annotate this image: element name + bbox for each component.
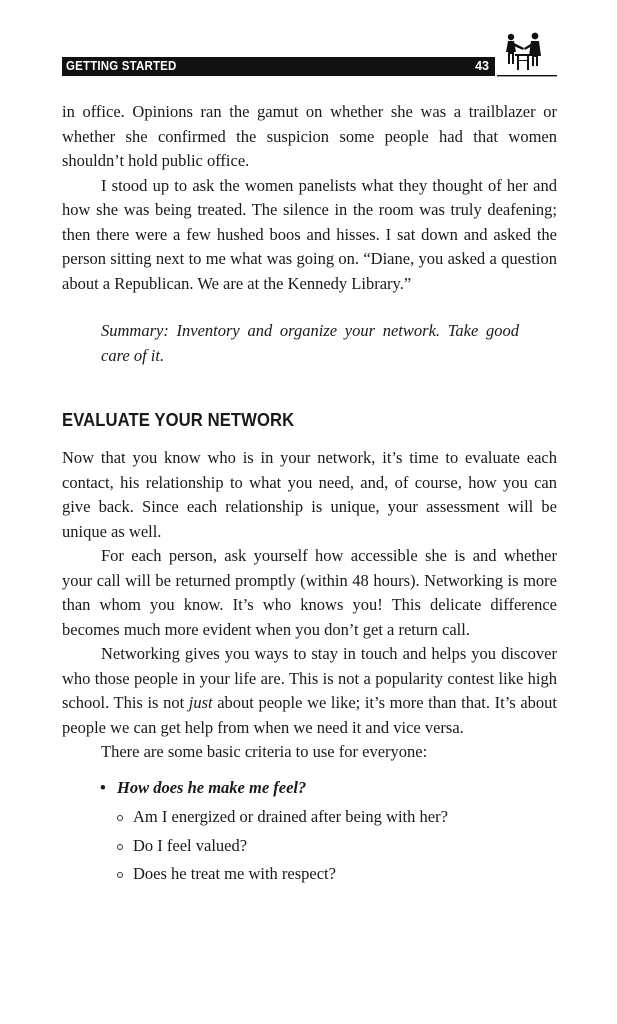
paragraph-anecdote: I stood up to ask the women panelists what they thought of her and how she was being treated. The silence in the room was truly deafening; then there were a few hushed boos and hisses. I sat down and asked the person sitting next to me what was going on. “Diane, you asked a question about a Republican. We are at the Kennedy Library.” [62,175,557,293]
paragraph-networking-text-1: Networking gives you ways to stay in touch and helps you discover who those people in your life are. This is not a popularity contest like high school. This is not [62,644,557,712]
list-item [100,776,557,889]
section-title: GETTING STARTED [66,59,177,73]
sub-list-item: Does he treat me with respect? [117,860,557,889]
summary-callout: Summary: Inventory and organize your network. Take good care of it. [101,321,519,365]
paragraph-evaluate-intro: Now that you know who is in your network, it’s time to evaluate each contact, his relationship to what you need, and, of course, how you can give back. Since each relationship is unique, your assessment will be unique as well. [62,448,557,541]
paragraph-networking-text-2: about people we like; it’s more than that. It’s about people we can get help from when we need it and vice versa. [62,693,557,737]
paragraph-continued: in office. Opinions ran the gamut on whether she was a trailblazer or whether she confirmed the suspicion some people had that women shouldn’t hold public office. [62,102,557,170]
paragraph-networking [62,642,557,740]
sub-list-item: Am I energized or drained after being with her? [117,803,557,832]
paragraph-criteria-intro: There are some basic criteria to use for everyone: [101,742,428,761]
emphasis-just: just [188,693,213,712]
paragraph-accessibility: For each person, ask yourself how accessible she is and whether your call will be returned promptly (within 48 hours). Networking is more than whom you know. It’s who knows you! This delicate difference becomes much more evident when you don’t get a return call. [62,546,557,639]
sub-list-item: Do I feel valued? [117,832,557,861]
criteria-question: • How does he make me feel? [100,776,557,801]
header-bar [62,57,495,76]
criteria-sub-list [100,803,557,889]
handshake-meeting-icon [497,30,557,78]
running-header [62,30,557,78]
section-heading: EVALUATE YOUR NETWORK [62,409,295,430]
criteria-list [62,776,557,889]
page-number: 43 [475,59,489,73]
page-content [62,100,557,889]
